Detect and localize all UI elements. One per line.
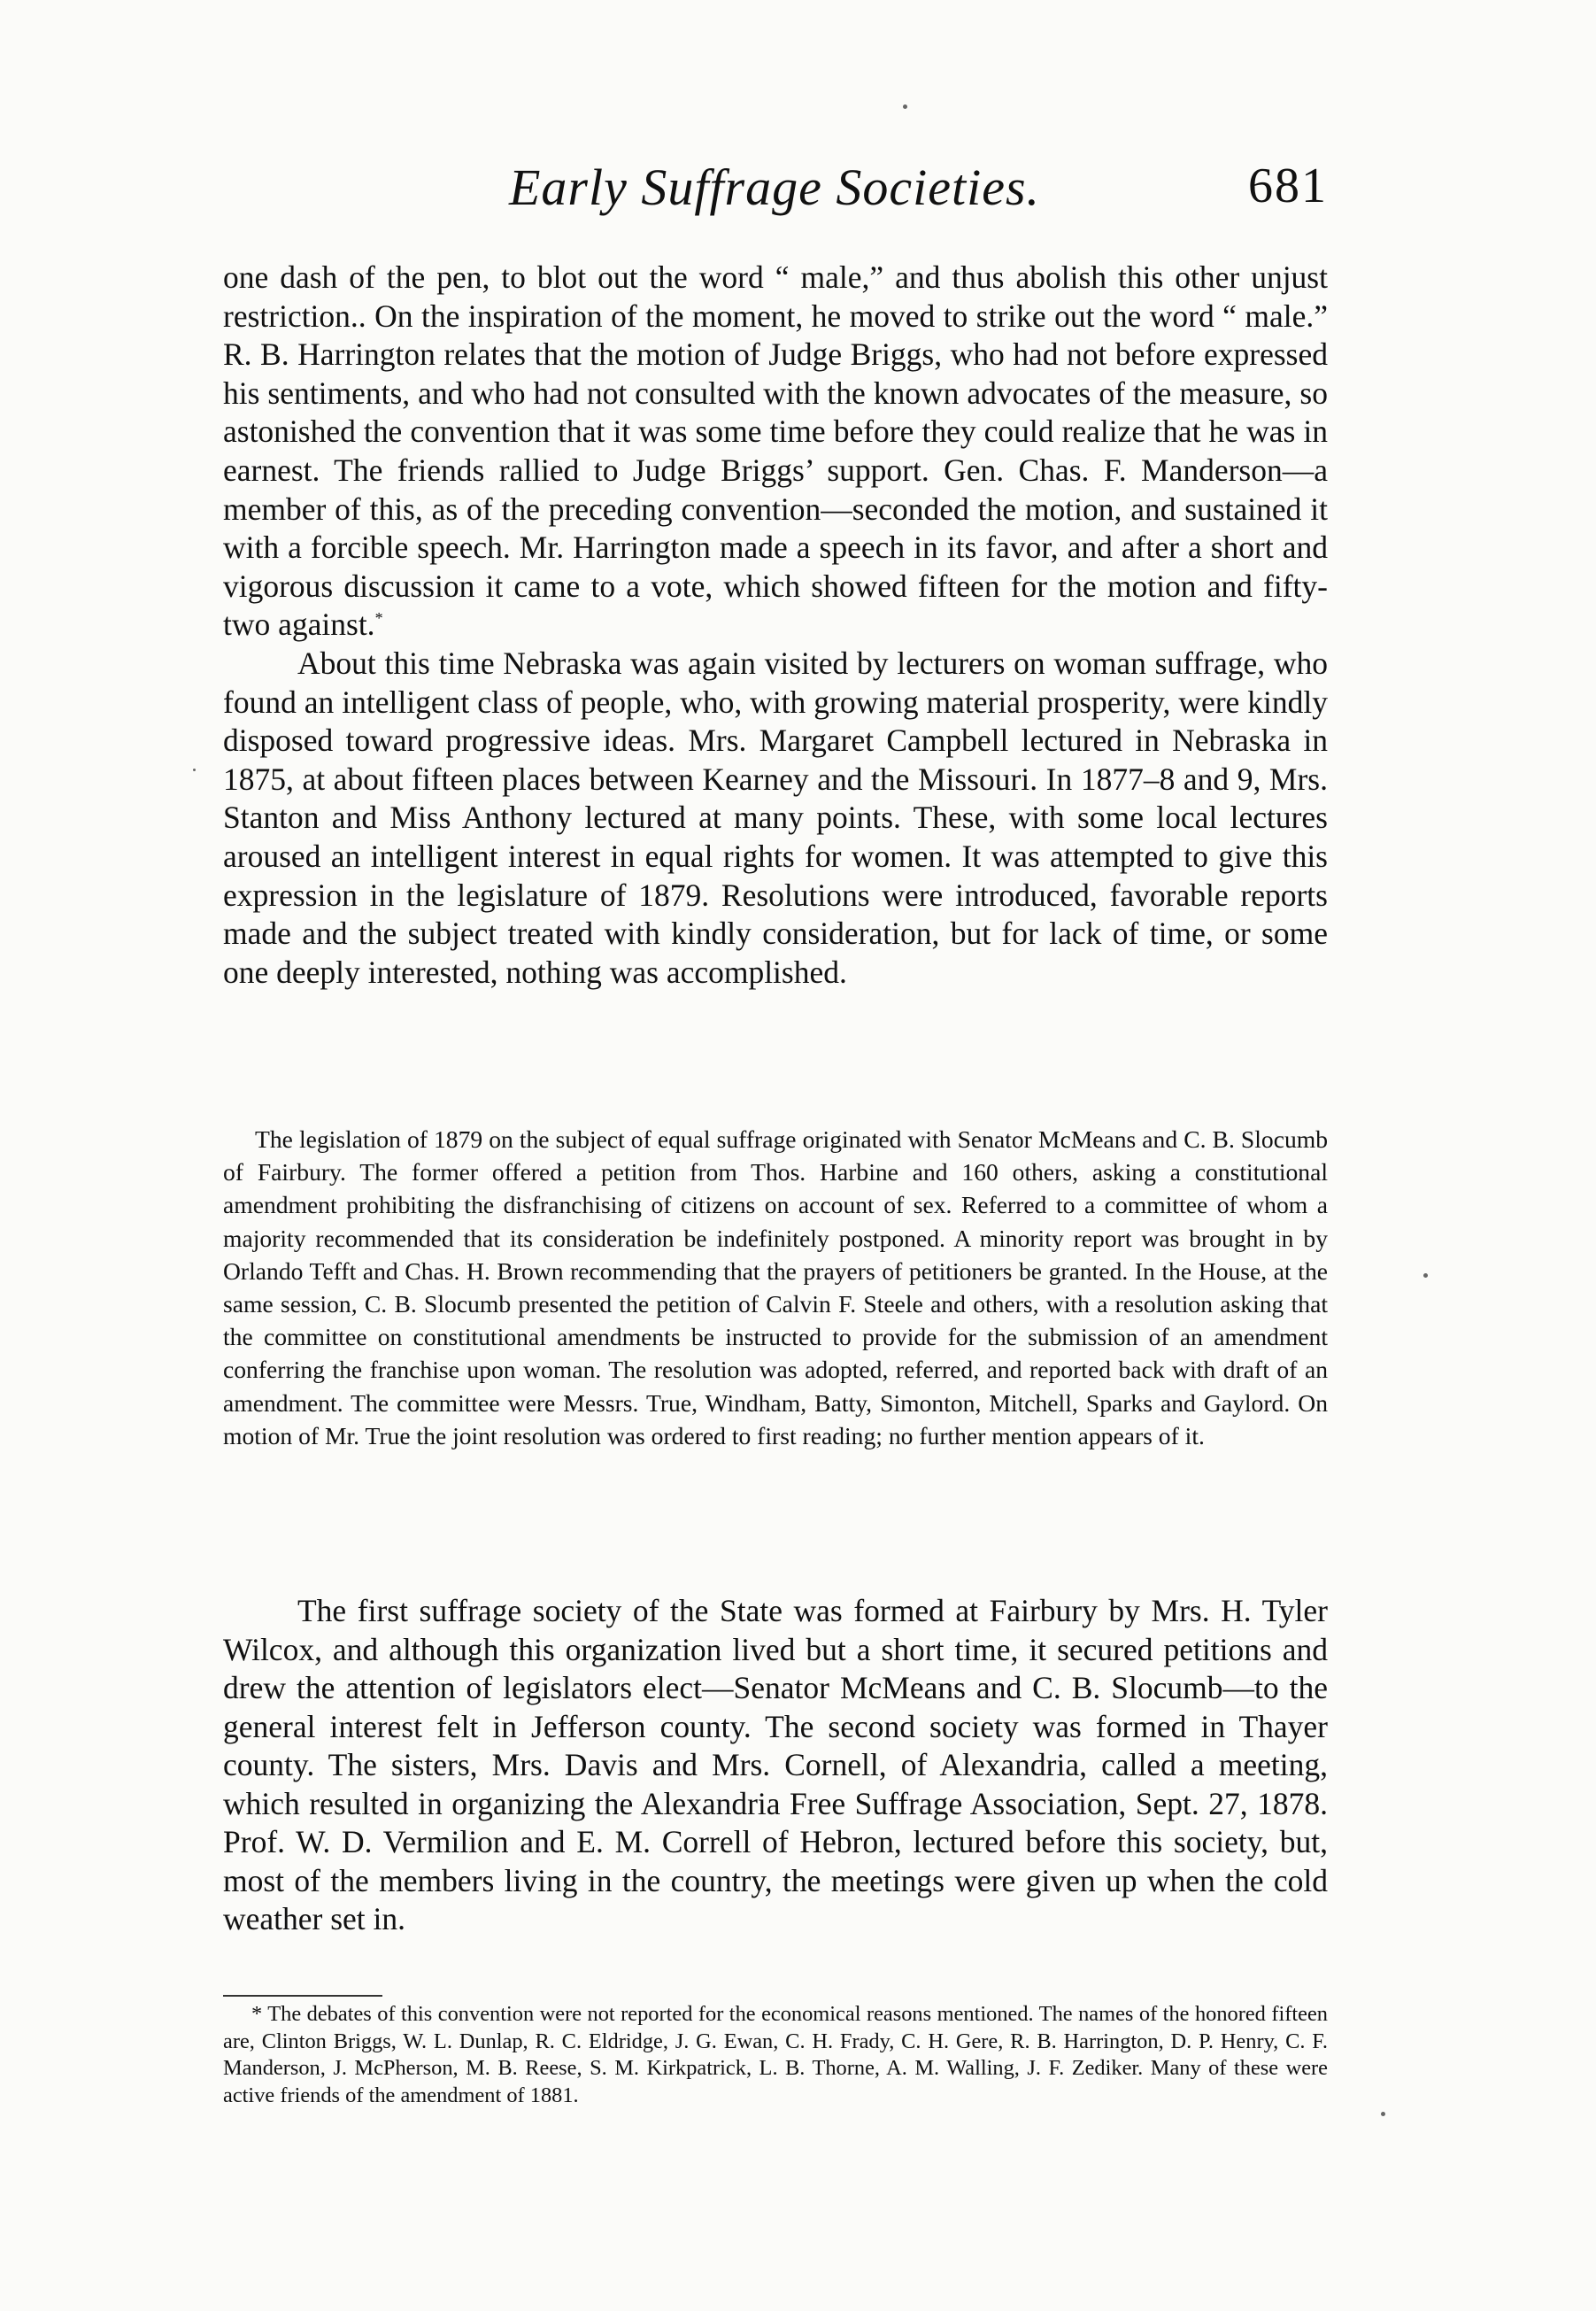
footnote-divider	[223, 1995, 382, 1997]
page-number: 681	[1248, 158, 1328, 213]
footnote-paragraph	[223, 2001, 1328, 2109]
legislation-note	[223, 1123, 1328, 1452]
legislation-note-text: The legislation of 1879 on the subject of equal suffrage originated with Senator McMeans and C. B. Slocumb of Fairbury. The former offered a petition from Thos. Harbine and 160 others, asking a constitutional amendment prohibiting the disfranchising of citizens on account of sex. Referred to a committee of whom a majority recommended that its consideration be indefinitely postponed. A minority report was brought in by Orlando Tefft and Chas. H. Brown recommending that the prayers of petitioners be granted. In the House, at the same session, C. B. Slocumb presented the petition of Calvin F. Steele and others, with a resolution asking that the committee on constitutional amendments be instructed to provide for the submission of an amendment conferring the franchise upon woman. The resolution was adopted, referred, and reported back with draft of an amendment. The committee were Messrs. True, Windham, Batty, Simonton, Mitchell, Sparks and Gaylord. On motion of Mr. True the joint resolution was ordered to first reading; no further mention appears of it.	[223, 1125, 1328, 1449]
paragraph-2: About this time Nebraska was again visited by lecturers on woman suffrage, who found an intelligent class of people, who, with growing material prosperity, were kindly disposed toward progressive ideas. Mrs. Margaret Campbell lectured in Nebraska in 1875, at about fifteen places between Kearney and the Missouri. In 1877–8 and 9, Mrs. Stanton and Miss Anthony lectured at many points. These, with some local lectures aroused an intelligent interest in equal rights for women. It was attempted to give this expression in the legislature of 1879. Resolutions were introduced, favorable reports made and the subject treated with kindly consideration, but for lack of time, or some one deeply interested, nothing was accomplished.	[223, 645, 1328, 990]
footnote	[223, 2001, 1328, 2109]
print-speck	[903, 104, 907, 109]
paragraph-1-text: one dash of the pen, to blot out the word “ male,” and thus abolish this other unjust restriction.. On the inspiration of the moment, he moved to strike out the word “ male.” R. B. Harrington relates that the motion of Judge Briggs, who had not before expressed his sentiments, and who had not consulted with the known advocates of the measure, so astonished the convention that it was some time before they could realize that he was in earnest. The friends rallied to Judge Briggs’ support. Gen. Chas. F. Manderson—a member of this, as of the preceding convention—seconded the motion, and sustained it with a forcible speech. Mr. Harrington made a speech in its favor, and after a short and vigorous discussion it came to a vote, which showed fifteen for the motion and fifty-two against.	[223, 259, 1328, 643]
page-header	[221, 158, 1328, 237]
paragraph-1	[223, 259, 1328, 645]
paragraph-3: The first suffrage society of the State was formed at Fairbury by Mrs. H. Tyler Wilcox, and although this organization lived but a short time, it secured petitions and drew the attention of legislators elect—Senator McMeans and C. B. Slocumb—to the general interest felt in Jefferson county. The second society was formed in Thayer county. The sisters, Mrs. Davis and Mrs. Cornell, of Alexandria, called a meeting, which resulted in organizing the Alexandria Free Suffrage Association, Sept. 27, 1878. Prof. W. D. Vermilion and E. M. Correll of Hebron, lectured before this society, but, most of the members living in the country, the meetings were given up when the cold weather set in.	[223, 1593, 1328, 1936]
running-title: Early Suffrage Societies.	[508, 158, 1041, 216]
footnote-reference: *	[374, 609, 383, 628]
footnote-text: The debates of this convention were not reported for the economical reasons mentioned. The names of the honored fifteen are, Clinton Briggs, W. L. Dunlap, R. C. Eldridge, J. G. Ewan, C. H. Frady, C. H. Gere, R. B. Harrington, D. P. Henry, C. F. Manderson, J. McPherson, M. B. Reese, S. M. Kirkpatrick, L. B. Thorne, A. M. Walling, J. F. Zediker. Many of these were active friends of the amendment of 1881.	[223, 2002, 1328, 2107]
main-text-continued	[223, 1592, 1328, 1939]
main-text	[223, 259, 1328, 992]
footnote-marker: *	[251, 2002, 263, 2026]
print-speck	[1381, 2112, 1385, 2116]
print-speck	[193, 769, 196, 771]
print-speck	[1423, 1273, 1428, 1278]
